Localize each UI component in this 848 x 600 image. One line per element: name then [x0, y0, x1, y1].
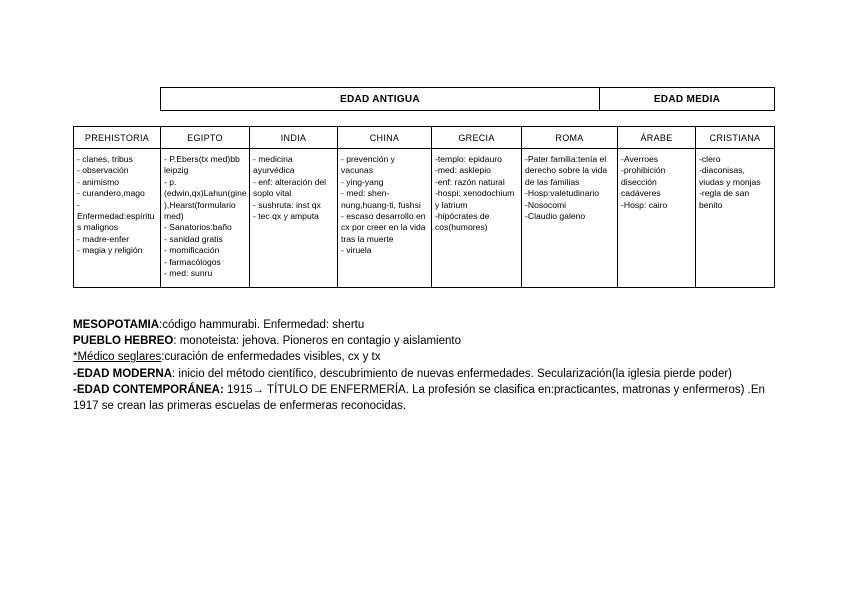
list-item: -templo: epidauro [435, 154, 502, 164]
note-text: : inicio del método científico, descubrimiento de nuevas enfermedades. Secularización(la iglesia pierde poder) [172, 367, 733, 380]
list-item: - med: sunru [164, 268, 213, 279]
list-item: - tec qx y amputa [253, 211, 319, 222]
list-item: -Nosocomi [525, 199, 567, 210]
list-item: - clanes, tribus [77, 154, 133, 164]
list-item: - medicina ayurvédica [253, 154, 295, 176]
column-header: EGIPTO [161, 127, 250, 149]
list-item: - escaso desarrollo en cx por creer en la vida tras la muerte [341, 211, 426, 244]
column-header: PREHISTORIA [74, 127, 161, 149]
list-item: - magia y religión [77, 245, 143, 256]
edad-media-header: EDAD MEDIA [600, 88, 775, 111]
list-item: - Sanatorios:baño [164, 222, 232, 233]
column-header: CHINA [338, 127, 432, 149]
list-item: -Pater familia:tenía el derecho sobre la vida de las familias [525, 154, 608, 187]
note-mesopotamia [73, 317, 773, 333]
list-item: -diaconisas, viudas y monjas [699, 165, 761, 187]
era-header-table [160, 87, 775, 111]
table-row [74, 149, 775, 288]
column-cell [522, 149, 618, 288]
list-item: - sanidad gratis [164, 233, 223, 244]
list-item: - med: shen-nung,huang-ti, fushsi [341, 188, 421, 210]
list-item: -hospi: xenodochium y latrium [435, 188, 515, 210]
list-item: -Averroes [621, 154, 659, 164]
note-pueblo-hebreo [73, 333, 773, 349]
list-item: - p.(edwin,qx)Lahun(gine),Hearst(formulario med) [164, 176, 247, 222]
list-item: -Hosp: cairo [621, 199, 668, 210]
list-item: - curandero,mago [77, 188, 145, 199]
list-item: - prevención y vacunas [341, 154, 395, 176]
column-cell [74, 149, 161, 288]
notes-section [73, 317, 773, 414]
history-table [73, 126, 775, 288]
list-item: - Enfermedad:espíritus malignos [77, 199, 155, 233]
note-text: : monoteista: jehova. Pioneros en contagio y aislamiento [173, 335, 461, 348]
note-label: -EDAD CONTEMPORÁNEA: [73, 383, 224, 396]
list-item: - animismo [77, 176, 120, 187]
note-text: :curación de enfermedades visibles, cx y tx [161, 351, 381, 364]
list-item: -enf: razón natural [435, 176, 505, 187]
list-item: -med: asklepio [435, 165, 491, 176]
note-text: 1915→ TÍTULO DE ENFERMERÍA. La profesión se clasifica en:practicantes, matronas y enfermeros) .En 1917 se crean las primeras escuelas de enfermeras reconocidas. [73, 383, 765, 413]
column-header: ÁRABE [618, 127, 696, 149]
note-edad-contemporanea [73, 382, 773, 414]
column-header-row [74, 127, 775, 149]
list-item: - madre-enfer [77, 233, 130, 244]
list-item: -regla de san benito [699, 188, 750, 210]
list-item: -hipócrates de cos(humores) [435, 211, 490, 233]
note-label: *Médico seglares [73, 351, 162, 364]
list-item: - observación [77, 165, 129, 176]
list-item: - momificación [164, 245, 220, 256]
edad-antigua-header: EDAD ANTIGUA [161, 88, 600, 111]
list-item: - viruela [341, 245, 372, 256]
list-item: - P.Ebers(tx med)bb leipzig [164, 154, 240, 176]
list-item: -Hosp:valetudinario [525, 188, 600, 199]
era-header-row [161, 88, 775, 111]
list-item: - enf: alteración del soplo vital [253, 176, 327, 199]
list-item: -Claudio galeno [525, 211, 586, 222]
column-cell [338, 149, 432, 288]
note-label: PUEBLO HEBREO [73, 335, 174, 348]
column-header: CRISTIANA [696, 127, 775, 149]
column-header: ROMA [522, 127, 618, 149]
column-cell [696, 149, 775, 288]
list-item: - sushruta: inst qx [253, 199, 321, 210]
note-text: :código hammurabi. Enfermedad: shertu [159, 319, 365, 331]
column-header: GRECIA [432, 127, 522, 149]
column-header: INDIA [250, 127, 338, 149]
note-edad-moderna [73, 366, 773, 382]
list-item: -prohibición disección cadáveres [621, 165, 666, 199]
list-item: - farmacólogos [164, 256, 221, 267]
column-cell [618, 149, 696, 288]
note-label: MESOPOTAMIA [73, 319, 160, 331]
note-label: -EDAD MODERNA [73, 367, 173, 380]
column-cell [432, 149, 522, 288]
column-cell [250, 149, 338, 288]
list-item: - ying-yang [341, 176, 384, 187]
column-cell [161, 149, 250, 288]
list-item: -clero [699, 154, 721, 164]
note-medico-seglares [73, 349, 773, 365]
